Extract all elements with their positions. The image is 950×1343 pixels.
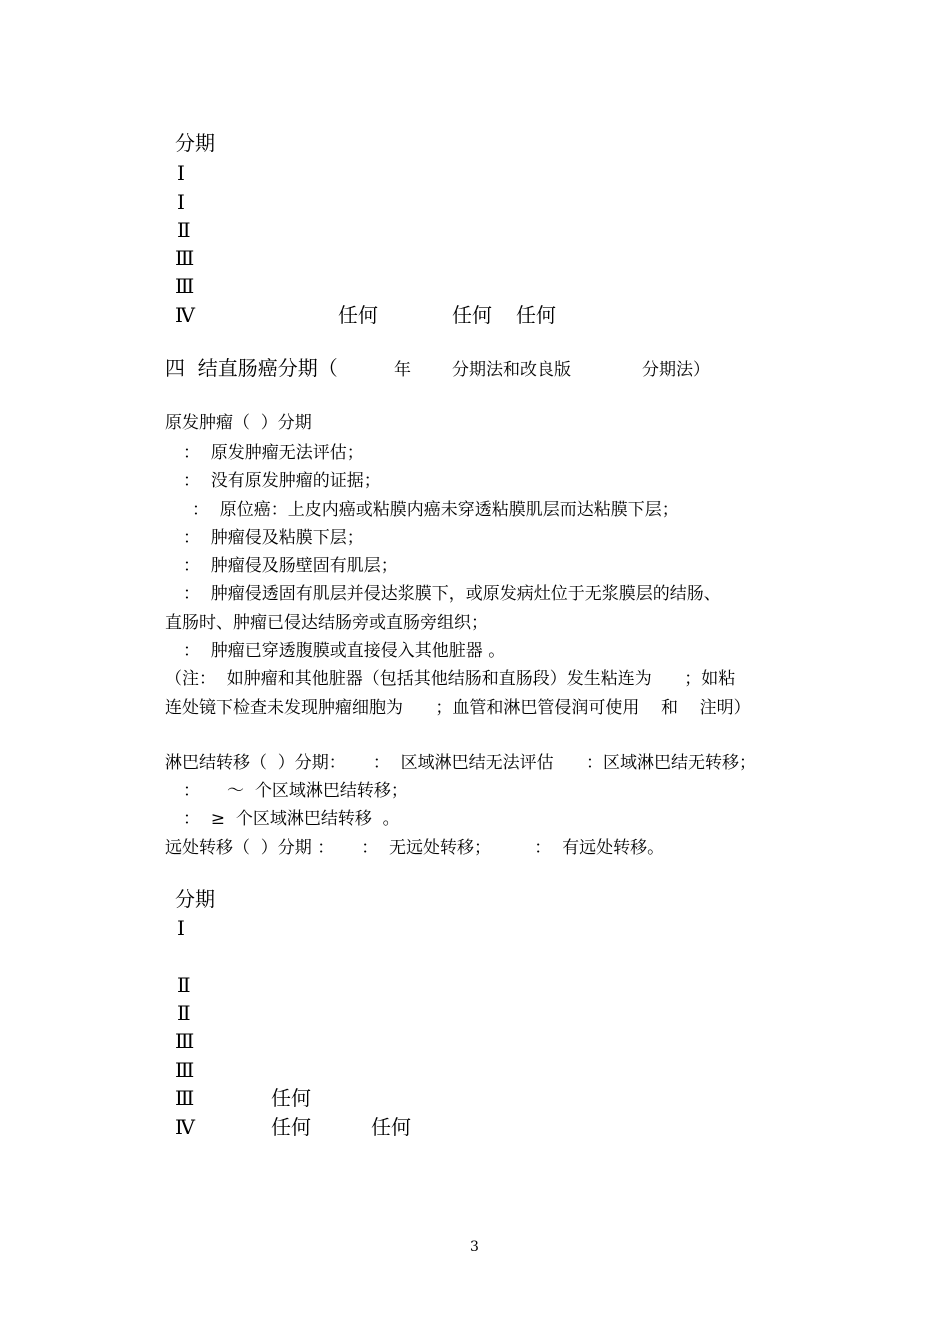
section-heading-part: 年 <box>394 360 411 380</box>
metastasis-line: 远处转移（ ）分期 ： ： 无远处转移； ： 有远处转移。 <box>165 838 665 858</box>
paragraph-line: ： 肿瘤侵及粘膜下层； <box>183 528 364 548</box>
section-heading-part: 分期法） <box>642 360 710 380</box>
stage-label: Ⅱ <box>177 973 191 997</box>
note-line: 连处镜下检查未发现肿瘤细胞为 ；血管和淋巴管侵润可使用 和 注明） <box>165 698 751 718</box>
page-number: 3 <box>470 1239 479 1255</box>
stage-label: Ⅰ <box>177 161 185 185</box>
stage-label: Ⅲ <box>175 246 195 270</box>
table-cell: 任何 <box>371 1115 411 1139</box>
table-cell: 任何 <box>271 1086 311 1110</box>
table-cell: 任何 <box>271 1115 311 1139</box>
stage-label: Ⅲ <box>175 274 195 298</box>
table-cell: 任何 <box>516 303 556 327</box>
stage-label: Ⅰ <box>177 916 185 940</box>
paragraph-line: ： 原位癌：上皮内癌或粘膜内癌未穿透粘膜肌层而达粘膜下层； <box>192 500 679 520</box>
paragraph-line: ： 肿瘤侵透固有肌层并侵达浆膜下，或原发病灶位于无浆膜层的结肠、 <box>183 584 721 604</box>
section-heading-part: 分期法和改良版 <box>452 360 571 380</box>
stage-label: Ⅳ <box>175 1115 195 1139</box>
note-line: （注： 如肿瘤和其他脏器（包括其他结肠和直肠段）发生粘连为 ；如粘 <box>165 669 736 689</box>
table-cell: 任何 <box>452 303 492 327</box>
primary-tumor-title: 原发肿瘤（ ）分期 <box>165 413 312 433</box>
paragraph-line: 直肠时、肿瘤已侵达结肠旁或直肠旁组织； <box>165 613 488 633</box>
stage-table-header: 分期 <box>175 887 215 911</box>
stage-label: Ⅱ <box>177 1001 191 1025</box>
lymph-node-line: 淋巴结转移（ ）分期： ： 区域淋巴结无法评估 ：区域淋巴结无转移； <box>165 753 757 773</box>
paragraph-line: ： 没有原发肿瘤的证据； <box>183 471 381 491</box>
table-cell: 任何 <box>338 303 378 327</box>
stage-label: Ⅲ <box>175 1029 195 1053</box>
lymph-node-line: ： ≥ 个区域淋巴结转移 。 <box>183 809 400 829</box>
lymph-node-line: ： ～ 个区域淋巴结转移； <box>183 781 408 801</box>
paragraph-line: ： 肿瘤侵及肠壁固有肌层； <box>183 556 398 576</box>
paragraph-line: ： 肿瘤已穿透腹膜或直接侵入其他脏器 。 <box>183 641 506 661</box>
stage-table-header: 分期 <box>175 131 215 155</box>
stage-label: Ⅲ <box>175 1086 195 1110</box>
stage-label: Ⅳ <box>175 303 195 327</box>
stage-label: Ⅱ <box>177 218 191 242</box>
section-heading: 四 结直肠癌分期（ <box>165 356 338 380</box>
stage-label: Ⅰ <box>177 190 185 214</box>
stage-label: Ⅲ <box>175 1058 195 1082</box>
paragraph-line: ： 原发肿瘤无法评估； <box>183 443 364 463</box>
